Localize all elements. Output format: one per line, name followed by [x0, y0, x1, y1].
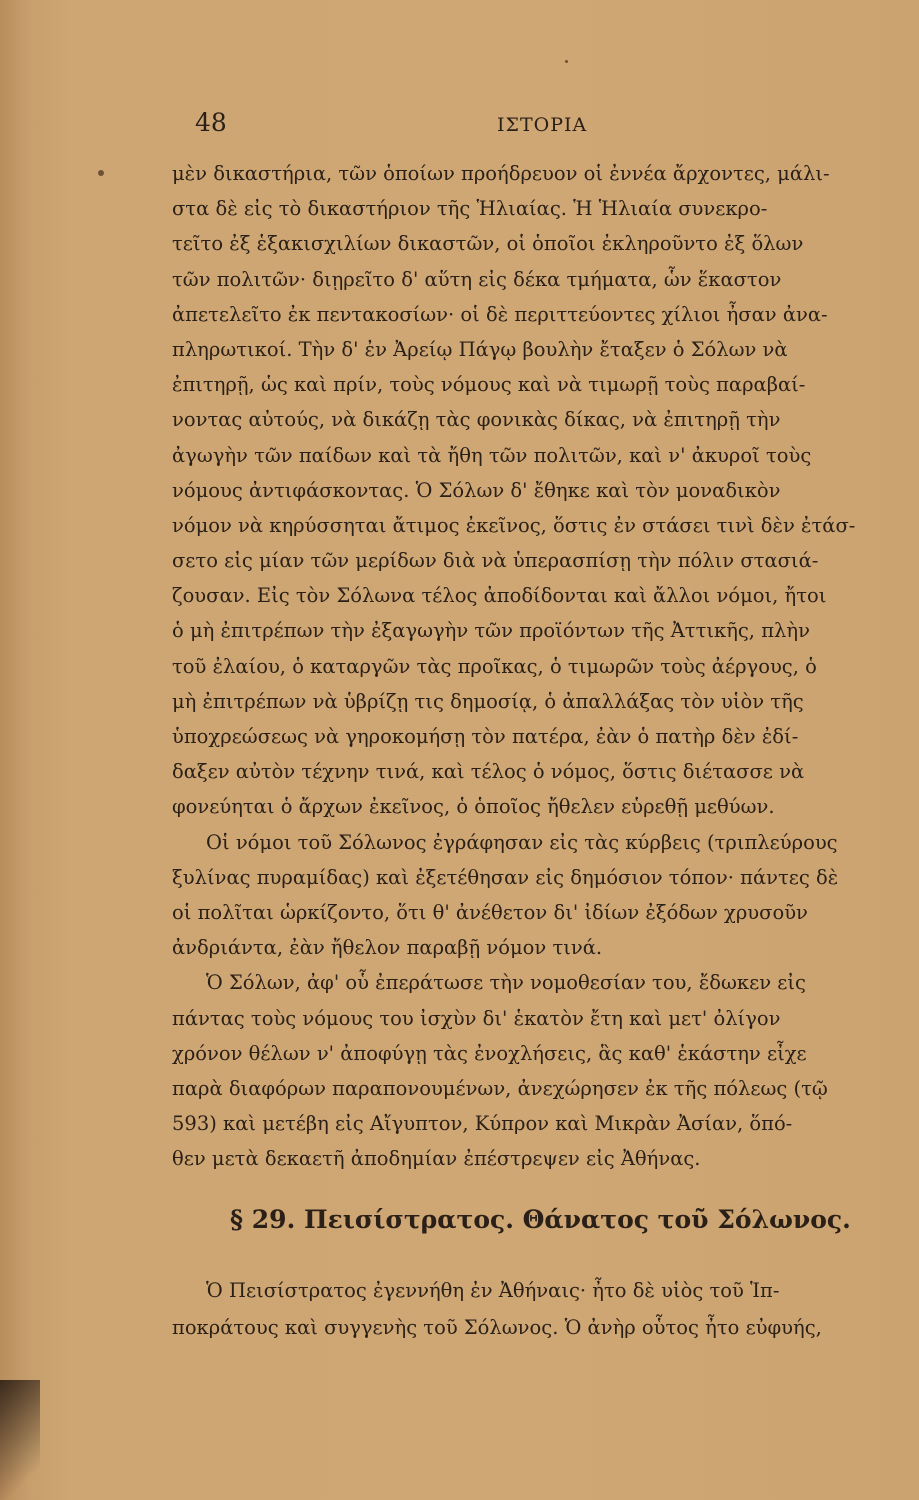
text-line: ἀνδριάντα, ἐὰν ἤθελον παραβῇ νόμον τινά.	[172, 936, 603, 960]
text-line: θεν μετὰ δεκαετῆ ἀποδημίαν ἐπέστρεψεν εἰς Ἀθήνας.	[172, 1147, 701, 1171]
text-line: νόμους ἀντιφάσκοντας. Ὁ Σόλων δ' ἔθηκε καὶ τὸν μοναδικὸν	[172, 478, 781, 502]
text-line: 593) καὶ μετέβη εἰς Αἴγυπτον, Κύπρον καὶ Μικρὰν Ἀσίαν, ὅπό-	[172, 1112, 793, 1136]
text-line: χρόνον θέλων ν' ἀποφύγῃ τὰς ἐνοχλήσεις, ἃς καθ' ἑκάστην εἶχε	[172, 1041, 807, 1065]
paper-speck	[98, 170, 104, 176]
text-line: μὲν δικαστήρια, τῶν ὁποίων προήδρευον οἱ ἐννέα ἄρχοντες, μάλι-	[172, 162, 830, 185]
paper-speck	[565, 60, 568, 63]
text-line: τῶν πολιτῶν· διῃρεῖτο δ' αὕτη εἰς δέκα τμήματα, ὧν ἕκαστον	[172, 267, 782, 291]
text-line: φονεύηται ὁ ἄρχων ἐκεῖνος, ὁ ὁποῖος ἤθελεν εὑρεθῇ μεθύων.	[172, 795, 775, 819]
text-line: μὴ ἐπιτρέπων νὰ ὑβρίζῃ τις δημοσίᾳ, ὁ ἀπαλλάξας τὸν υἱὸν τῆς	[172, 689, 804, 713]
page-number: 48	[195, 108, 227, 137]
text-line: σετο εἰς μίαν τῶν μερίδων διὰ νὰ ὑπερασπίσῃ τὴν πόλιν στασιά-	[172, 549, 819, 573]
text-line: Ὁ Πεισίστρατος ἐγεννήθη ἐν Ἀθήναις· ἦτο δὲ υἱὸς τοῦ Ἱπ-	[206, 1279, 780, 1302]
text-line: ἀπετελεῖτο ἐκ πεντακοσίων· οἱ δὲ περιττεύοντες χίλιοι ἦσαν ἀνα-	[172, 302, 828, 326]
text-line: ὁ μὴ ἐπιτρέπων τὴν ἐξαγωγὴν τῶν προϊόντων τῆς Ἀττικῆς, πλὴν	[172, 619, 810, 643]
text-line: δαξεν αὐτὸν τέχνην τινά, καὶ τέλος ὁ νόμος, ὅστις διέτασσε νὰ	[172, 760, 805, 784]
text-line: Ὁ Σόλων, ἀφ' οὗ ἐπεράτωσε τὴν νομοθεσίαν του, ἔδωκεν εἰς	[206, 971, 806, 995]
text-line: ποκράτους καὶ συγγενὴς τοῦ Σόλωνος. Ὁ ἀνὴρ οὗτος ἦτο εὐφυής,	[172, 1316, 822, 1339]
text-line: ὑποχρεώσεως νὰ γηροκομήσῃ τὸν πατέρα, ἐὰν ὁ πατὴρ δὲν ἐδί-	[172, 725, 799, 748]
text-line: ἀγωγὴν τῶν παίδων καὶ τὰ ἤθη τῶν πολιτῶν, καὶ ν' ἀκυροῖ τοὺς	[172, 443, 812, 467]
section-heading: § 29. Πεισίστρατος. Θάνατος τοῦ Σόλωνος.	[230, 1205, 851, 1234]
text-line: ζουσαν. Εἰς τὸν Σόλωνα τέλος ἀποδίδονται καὶ ἄλλοι νόμοι, ἤτοι	[172, 584, 827, 608]
text-line: νόμον νὰ κηρύσσηται ἄτιμος ἐκεῖνος, ὅστις ἐν στάσει τινὶ δὲν ἐτάσ-	[172, 513, 856, 537]
text-line: τεῖτο ἐξ ἑξακισχιλίων δικαστῶν, οἱ ὁποῖοι ἐκληροῦντο ἐξ ὅλων	[172, 232, 804, 256]
text-line: οἱ πολῖται ὡρκίζοντο, ὅτι θ' ἀνέθετον δι' ἰδίων ἐξόδων χρυσοῦν	[172, 900, 808, 924]
text-line: ἐπιτηρῇ, ὡς καὶ πρίν, τοὺς νόμους καὶ νὰ τιμωρῇ τοὺς παραβαί-	[172, 373, 806, 397]
text-line: τοῦ ἐλαίου, ὁ καταργῶν τὰς προῖκας, ὁ τιμωρῶν τοὺς ἀέργους, ὁ	[172, 654, 817, 678]
text-line: πληρωτικοί. Τὴν δ' ἐν Ἀρείῳ Πάγῳ βουλὴν ἔταξεν ὁ Σόλων νὰ	[172, 337, 788, 361]
page-header	[0, 108, 919, 148]
text-line: Οἱ νόμοι τοῦ Σόλωνος ἐγράφησαν εἰς τὰς κύρβεις (τριπλεύρους	[206, 830, 838, 854]
text-line: πάντας τοὺς νόμους του ἰσχὺν δι' ἑκατὸν ἔτη καὶ μετ' ὀλίγον	[172, 1006, 781, 1030]
body-text	[172, 156, 884, 1176]
text-line: στα δὲ εἰς τὸ δικαστήριον τῆς Ἡλιαίας. Ἡ Ἡλιαία συνεκρο-	[172, 197, 768, 221]
page-corner-shadow	[0, 1380, 40, 1500]
text-line: ξυλίνας πυραμίδας) καὶ ἐξετέθησαν εἰς δημόσιον τόπον· πάντες δὲ	[172, 865, 839, 889]
text-line: παρὰ διαφόρων παραπονουμένων, ἀνεχώρησεν ἐκ τῆς πόλεως (τῷ	[172, 1076, 828, 1100]
text-line: νοντας αὐτούς, νὰ δικάζῃ τὰς φονικὰς δίκας, νὰ ἐπιτηρῇ τὴν	[172, 408, 781, 432]
section-paragraph	[172, 1272, 884, 1346]
running-title: ΙΣΤΟΡΙΑ	[497, 114, 588, 136]
